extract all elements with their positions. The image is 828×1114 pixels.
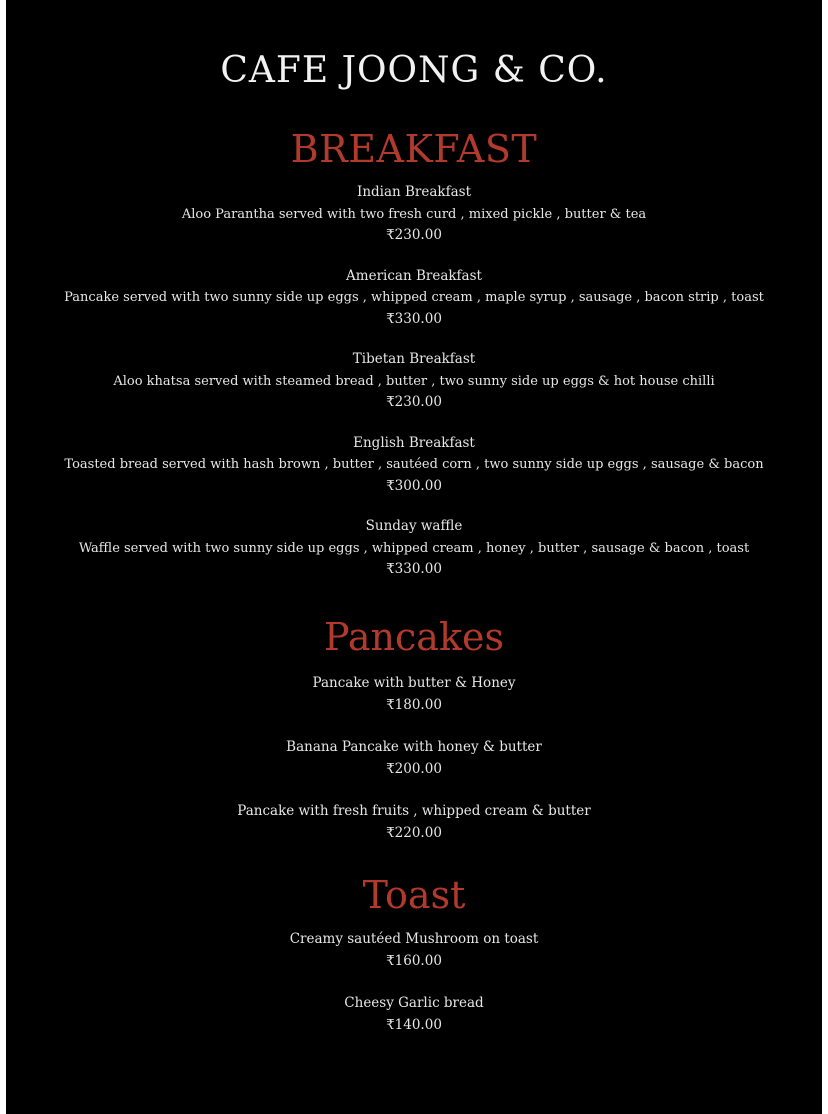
item-description: Aloo khatsa served with steamed bread , butter , two sunny side up eggs & hot house chilli [113,373,715,389]
section-breakfast [6,127,822,600]
item-description: Pancake served with two sunny side up eggs , whipped cream , maple syrup , sausage , bacon strip , toast [64,290,764,305]
menu-item [6,433,822,498]
item-price: ₹140.00 [386,1016,442,1033]
section-heading: BREAKFAST [290,127,538,171]
menu-items [6,673,822,844]
item-price: ₹300.00 [386,477,442,494]
item-name: Indian Breakfast [356,184,471,200]
item-name: Cheesy Garlic bread [344,995,484,1011]
menu-item [6,266,822,331]
item-price: ₹330.00 [386,310,442,327]
section-pancakes [6,615,822,865]
item-name: Pancake with fresh fruits , whipped cream & butter [237,803,591,819]
item-price: ₹160.00 [386,952,442,969]
menu-item [6,993,822,1036]
section-heading: Pancakes [324,615,504,659]
item-description: Toasted bread served with hash brown , butter , sautéed corn , two sunny side up eggs , sausage & bacon [64,457,764,472]
menu-items [6,929,822,1036]
item-name: Sunday waffle [365,518,463,534]
item-name: American Breakfast [346,267,482,284]
menu-item [6,516,822,581]
item-price: ₹230.00 [386,394,442,410]
menu-page [6,0,822,1114]
item-name: Tibetan Breakfast [352,351,476,367]
menu-item [6,349,822,414]
item-description: Aloo Parantha served with two fresh curd , mixed pickle , butter & tea [181,206,647,222]
menu-item [6,929,822,972]
menu-item [6,673,822,716]
menu-items [6,182,822,581]
item-price: ₹200.00 [386,760,442,777]
section-toast [6,873,822,1057]
item-name: Banana Pancake with honey & butter [286,739,542,755]
menu-item [6,801,822,844]
item-price: ₹330.00 [386,561,442,577]
section-heading: Toast [362,873,466,917]
item-name: Creamy sautéed Mushroom on toast [289,931,539,947]
item-name: English Breakfast [353,434,475,451]
item-price: ₹180.00 [386,696,442,713]
item-name: Pancake with butter & Honey [312,675,516,691]
menu-item [6,737,822,780]
item-price: ₹220.00 [386,824,442,841]
menu-item [6,182,822,247]
cafe-title: CAFE JOONG & CO. [220,50,608,91]
item-price: ₹230.00 [386,227,442,243]
item-description: Waffle served with two sunny side up eggs , whipped cream , honey , butter , sausage & bacon , toast [78,540,750,556]
